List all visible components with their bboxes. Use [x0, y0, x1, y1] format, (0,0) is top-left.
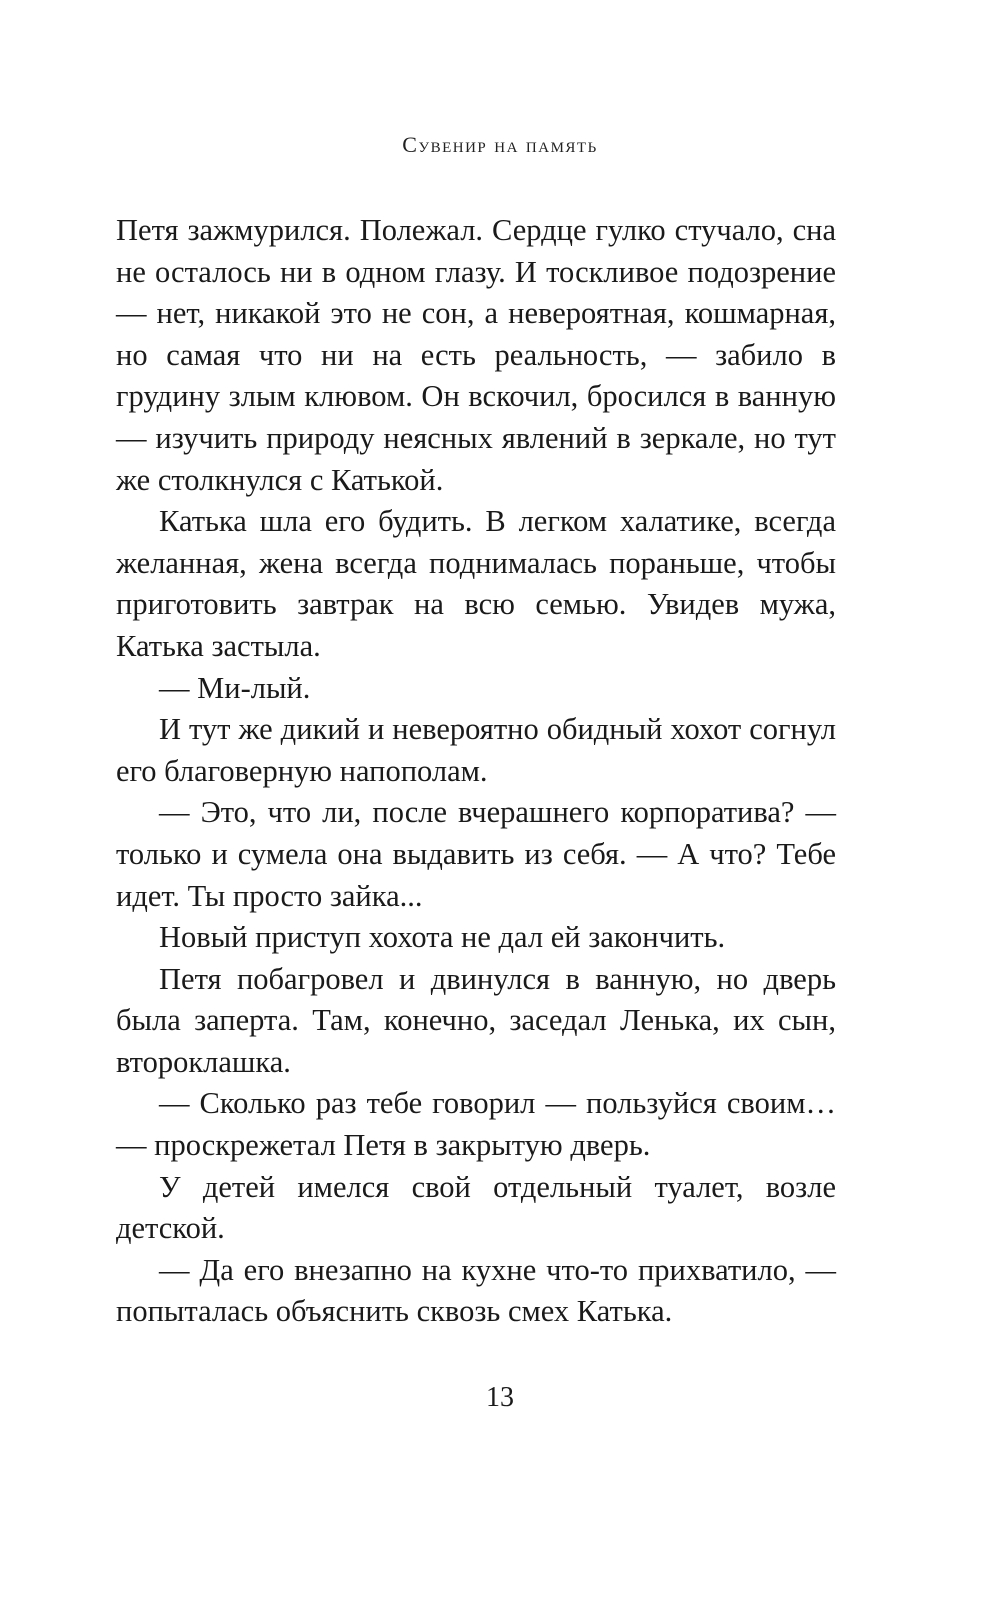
- paragraph-4: И тут же дикий и невероятно обидный хохот согнул его благоверную напополам.: [116, 712, 836, 788]
- body-text: [116, 210, 836, 1333]
- running-head: Сувенир на память: [402, 132, 598, 157]
- paragraph-10: — Да его внезапно на кухне что-то прихватило, — попыталась объяснить сквозь смех Катька.: [116, 1252, 836, 1329]
- paragraph-1: Петя зажмурился. Полежал. Сердце гулко стучало, сна не осталось ни в одном глазу. И тоскливое подозрение — нет, никакой это не сон, а невероятная, кошмарная, но самая что ни на есть реальность, — забило в грудину злым клювом. Он вскочил, бросился в ванную — изучить природу неясных явлений в зеркале, но тут же столкнулся с Катькой.: [116, 213, 836, 497]
- paragraph-3: — Ми-лый.: [159, 670, 311, 705]
- paragraph-8: — Сколько раз тебе говорил — пользуйся своим… — проскрежетал Петя в закрытую дверь.: [116, 1086, 836, 1163]
- paragraph-6: Новый приступ хохота не дал ей закончить.: [159, 920, 726, 955]
- paragraph-5: — Это, что ли, после вчерашнего корпоратива? — только и сумела она выдавить из себя. — А что? Тебе идет. Ты просто зайка...: [116, 795, 836, 913]
- paragraph-9: У детей имелся свой отдельный туалет, возле детской.: [116, 1169, 836, 1246]
- paragraph-7: Петя побагровел и двинулся в ванную, но дверь была заперта. Там, конечно, заседал Ленька, их сын, второклашка.: [116, 961, 836, 1079]
- paragraph-2: Катька шла его будить. В легком халатике, всегда желанная, жена всегда поднималась пораньше, чтобы приготовить завтрак на всю семью. Увидев мужа, Катька застыла.: [116, 504, 836, 663]
- page-number: 13: [486, 1382, 514, 1413]
